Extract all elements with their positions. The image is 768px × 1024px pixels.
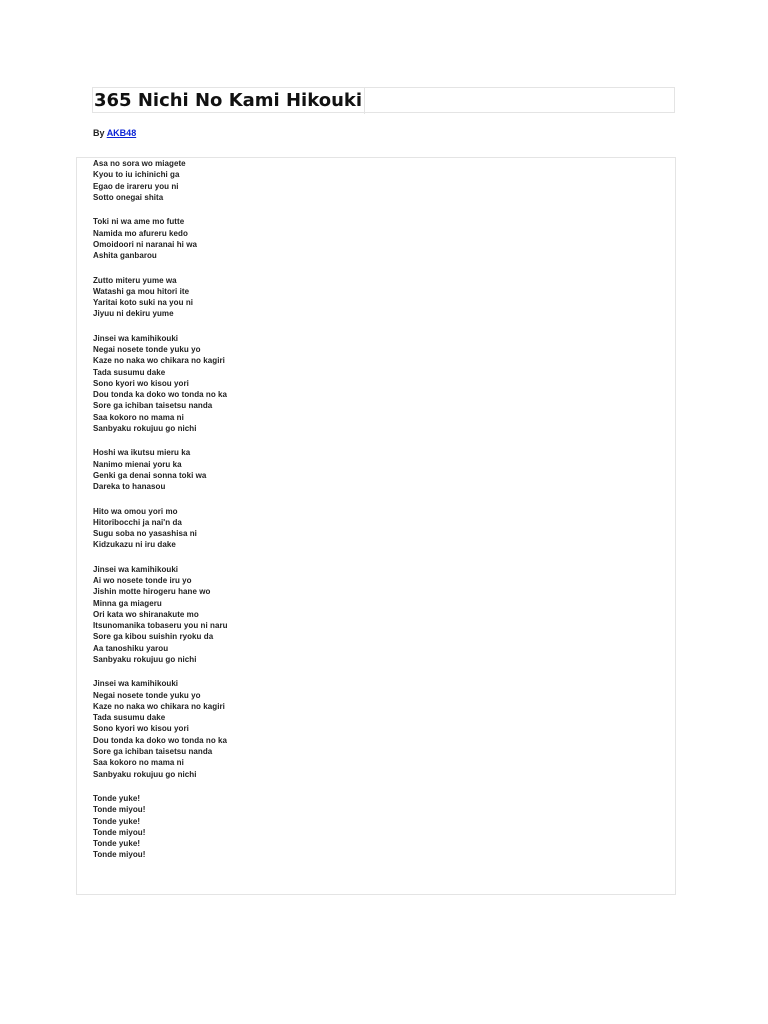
lyric-line: Sanbyaku rokujuu go nichi — [93, 769, 197, 779]
lyric-line: Aa tanoshiku yarou — [93, 643, 169, 653]
lyric-line: Hoshi wa ikutsu mieru ka — [93, 448, 191, 458]
lyrics-box — [76, 157, 676, 895]
lyric-line: Kaze no naka wo chikara no kagiri — [93, 356, 225, 366]
lyric-line: Sanbyaku rokujuu go nichi — [93, 654, 197, 664]
lyric-line: Saa kokoro no mama ni — [93, 412, 184, 422]
lyric-line: Jishin motte hirogeru hane wo — [93, 587, 211, 597]
lyric-line: Zutto miteru yume wa — [93, 275, 177, 285]
lyric-line: Tonde yuke! — [93, 839, 141, 849]
lyric-line: Kyou to iu ichinichi ga — [93, 170, 180, 180]
lyric-line: Dou tonda ka doko wo tonda no ka — [93, 390, 228, 400]
lyric-line: Jinsei wa kamihikouki — [93, 679, 179, 689]
lyric-line: Sore ga ichiban taisetsu nanda — [93, 747, 213, 756]
lyric-line: Hitoribocchi ja nai'n da — [93, 517, 182, 527]
lyrics-stanza — [93, 275, 228, 320]
lyric-line: Kidzukazu ni iru dake — [93, 540, 176, 550]
lyric-line: Toki ni wa ame mo futte — [93, 217, 185, 227]
lyric-line: Negai nosete tonde yuku yo — [93, 345, 201, 355]
lyric-line: Dou tonda ka doko wo tonda no ka — [93, 735, 228, 745]
lyric-line: Sugu soba no yasashisa ni — [93, 529, 197, 539]
lyric-line: Namida mo afureru kedo — [93, 228, 188, 238]
lyric-line: Genki ga denai sonna toki wa — [93, 470, 207, 480]
lyrics-stanza — [93, 678, 228, 779]
lyrics-stanza — [93, 216, 228, 261]
lyric-line: Jiyuu ni dekiru yume — [93, 309, 174, 319]
title-box — [92, 87, 675, 113]
lyrics-stanza — [93, 793, 228, 861]
lyrics-stanza — [93, 158, 228, 203]
byline — [93, 128, 136, 139]
lyric-line: Tonde miyou! — [93, 850, 146, 860]
lyric-line: Itsunomanika tobaseru you ni naru — [93, 621, 228, 631]
lyric-line: Jinsei wa kamihikouki — [93, 564, 179, 574]
lyric-line: Ashita ganbarou — [93, 251, 157, 261]
lyrics-stanza — [93, 564, 228, 665]
lyric-line: Sono kyori wo kisou yori — [93, 724, 189, 734]
lyric-line: Tonde yuke! — [93, 793, 141, 803]
lyric-line: Tonde miyou! — [93, 805, 146, 815]
lyric-line: Nanimo mienai yoru ka — [93, 459, 182, 469]
lyric-line: Hito wa omou yori mo — [93, 506, 178, 516]
lyrics — [93, 158, 228, 874]
byline-prefix: By — [93, 128, 105, 138]
lyric-line: Tada susumu dake — [93, 713, 166, 723]
lyric-line: Minna ga miageru — [93, 598, 162, 608]
lyrics-stanza — [93, 447, 228, 492]
lyric-line: Omoidoori ni naranai hi wa — [93, 239, 197, 249]
lyric-line: Tonde yuke! — [93, 816, 141, 826]
lyric-line: Asa no sora wo miagete — [93, 159, 186, 168]
lyric-line: Jinsei wa kamihikouki — [93, 333, 179, 343]
song-title: 365 Nichi No Kami Hikouki — [94, 88, 365, 114]
lyric-line: Sore ga ichiban taisetsu nanda — [93, 401, 213, 411]
lyric-line: Kaze no naka wo chikara no kagiri — [93, 701, 225, 711]
artist-link[interactable]: AKB48 — [106, 128, 137, 138]
lyric-line: Saa kokoro no mama ni — [93, 758, 184, 768]
lyric-line: Ori kata wo shiranakute mo — [93, 609, 199, 619]
lyric-line: Yaritai koto suki na you ni — [93, 298, 194, 308]
lyric-line: Egao de irareru you ni — [93, 181, 179, 191]
lyric-line: Tonde miyou! — [93, 827, 146, 837]
lyrics-stanza — [93, 333, 228, 434]
lyric-line: Tada susumu dake — [93, 367, 166, 377]
lyric-line: Sore ga kibou suishin ryoku da — [93, 632, 214, 642]
lyric-line: Dareka to hanasou — [93, 482, 166, 492]
lyric-line: Sotto onegai shita — [93, 192, 164, 202]
lyric-line: Ai wo nosete tonde iru yo — [93, 576, 192, 586]
lyrics-stanza — [93, 506, 228, 551]
lyric-line: Watashi ga mou hitori ite — [93, 286, 190, 296]
lyric-line: Sono kyori wo kisou yori — [93, 378, 189, 388]
lyric-line: Sanbyaku rokujuu go nichi — [93, 423, 197, 433]
lyric-line: Negai nosete tonde yuku yo — [93, 690, 201, 700]
